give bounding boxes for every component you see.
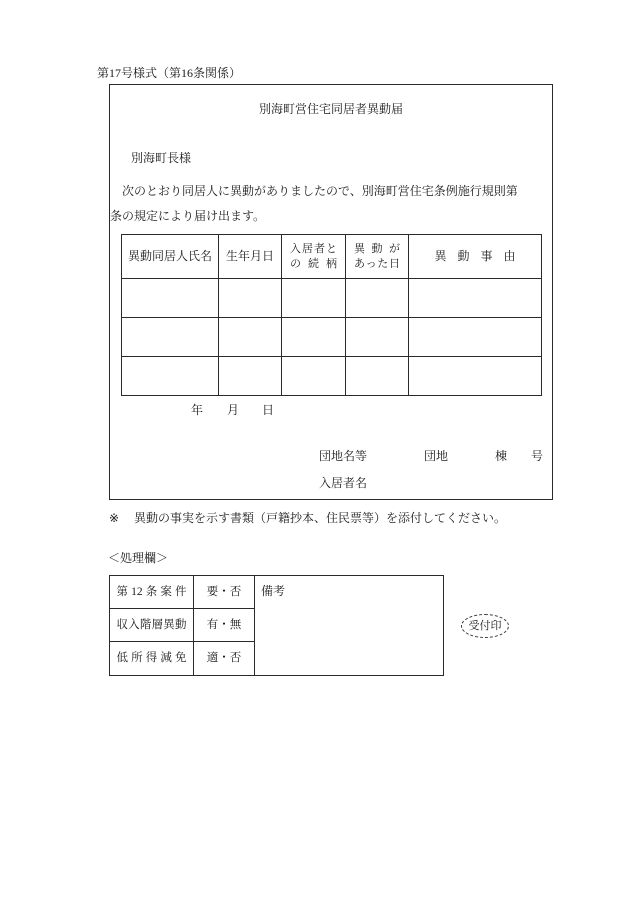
addressee: 別海町長様	[131, 151, 192, 165]
name-cell[interactable]	[122, 279, 219, 318]
header-relationship	[282, 235, 346, 279]
header-birthdate	[219, 235, 282, 279]
header-label-line-1: 異動が	[354, 242, 400, 255]
entry-table	[121, 234, 542, 396]
form-number: 第17号様式（第16条関係）	[97, 66, 242, 80]
relationship-cell[interactable]	[282, 357, 346, 396]
change-date-cell[interactable]	[346, 279, 409, 318]
date-month-label: 月	[227, 403, 240, 417]
name-cell[interactable]	[122, 357, 219, 396]
room-number-unit-label: 号	[531, 449, 544, 463]
processing-value-cell: 要・否	[194, 576, 255, 609]
header-label-line-1: 入居者と	[290, 242, 337, 255]
processing-label-cell	[110, 576, 194, 609]
reason-cell[interactable]	[409, 279, 542, 318]
relationship-cell[interactable]	[282, 279, 346, 318]
body-line-1: 次のとおり同居人に異動がありましたので、別海町営住宅条例施行規則第	[122, 184, 518, 198]
processing-row	[110, 576, 444, 609]
processing-table	[109, 575, 444, 676]
header-label-line-2: あった日	[354, 257, 400, 270]
birthdate-cell[interactable]	[219, 357, 282, 396]
header-label: 異動同居人氏名	[127, 249, 212, 263]
income-tier-change-label: 収入階層異動	[116, 618, 187, 631]
date-year-label: 年	[191, 403, 204, 417]
change-date-cell[interactable]	[346, 318, 409, 357]
reception-stamp-label: 受付印	[468, 619, 502, 632]
name-cell[interactable]	[122, 318, 219, 357]
header-change-date	[346, 235, 409, 279]
note-mark: ※	[109, 511, 120, 525]
change-date-cell[interactable]	[346, 357, 409, 396]
birthdate-cell[interactable]	[219, 279, 282, 318]
relationship-cell[interactable]	[282, 318, 346, 357]
table-row	[122, 357, 542, 396]
body-line-2: 条の規定により届け出ます。	[110, 209, 266, 223]
processing-label-cell	[110, 642, 194, 676]
header-label-line-2: の続柄	[290, 257, 337, 270]
header-change-reason	[409, 235, 542, 279]
article12-case-label: 第12条案件	[116, 585, 187, 598]
remarks-label: 備考	[261, 584, 286, 598]
table-row	[122, 318, 542, 357]
processing-value-cell: 有・無	[194, 609, 255, 642]
birthdate-cell[interactable]	[219, 318, 282, 357]
processing-label-cell	[110, 609, 194, 642]
reason-cell[interactable]	[409, 318, 542, 357]
processing-value-cell: 適・否	[194, 642, 255, 676]
header-label: 生年月日	[225, 249, 274, 263]
complex-unit-label: 団地	[424, 449, 449, 463]
entry-header-row	[122, 235, 542, 279]
date-day-label: 日	[262, 403, 275, 417]
processing-heading: ＜処理欄＞	[108, 551, 169, 565]
reception-stamp	[461, 614, 509, 638]
note-text: 異動の事実を示す書類（戸籍抄本、住民票等）を添付してください。	[134, 511, 507, 525]
header-cohabitant-name	[122, 235, 219, 279]
resident-name-label: 入居者名	[319, 476, 368, 490]
remarks-cell	[255, 576, 444, 676]
header-label: 異動事由	[434, 249, 516, 263]
form-title: 別海町営住宅同居者異動届	[258, 102, 403, 116]
low-income-reduction-label: 低所得減免	[116, 652, 187, 664]
reason-cell[interactable]	[409, 357, 542, 396]
building-unit-label: 棟	[495, 449, 508, 463]
complex-name-label: 団地名等	[319, 449, 368, 463]
table-row	[122, 279, 542, 318]
